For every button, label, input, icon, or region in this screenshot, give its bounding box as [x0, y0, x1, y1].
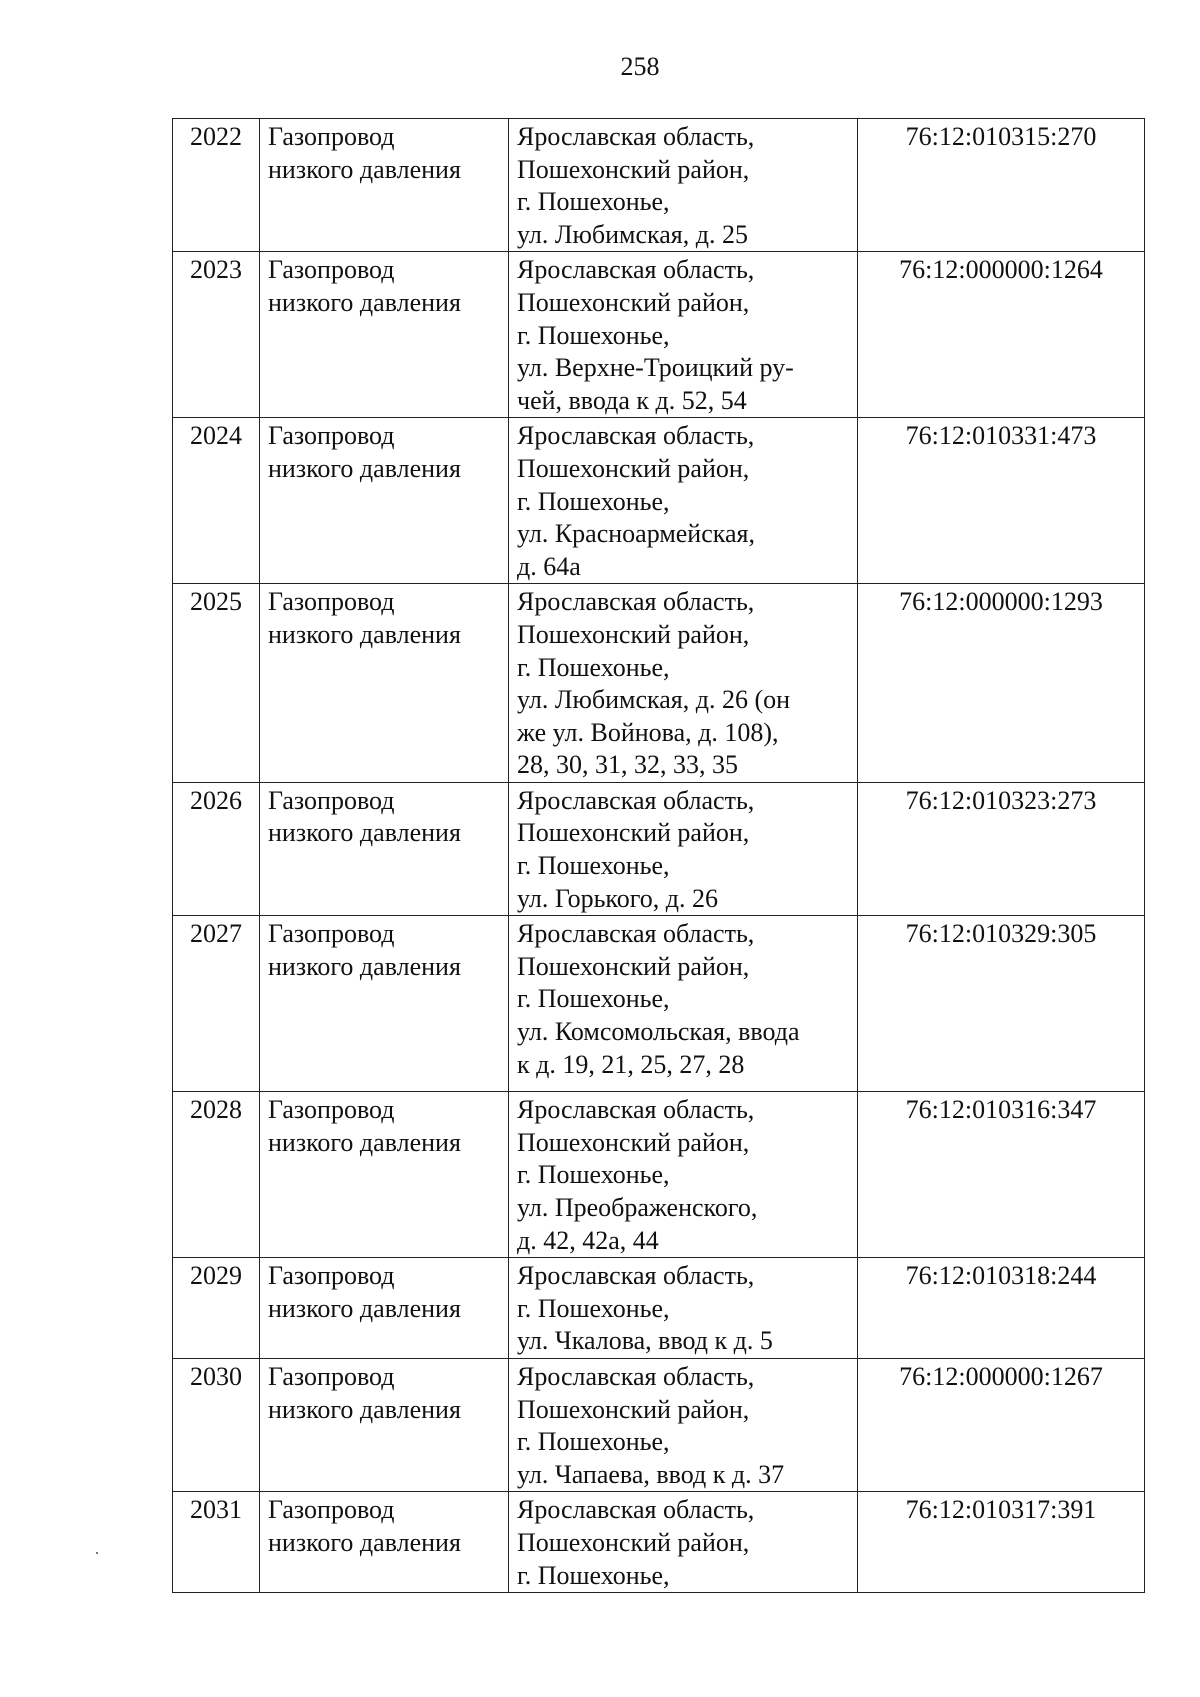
address-line: ул. Верхне-Троицкий ру-: [517, 353, 794, 383]
address-line: г. Пошехонье,: [517, 1560, 670, 1590]
address-line: г. Пошехонье,: [517, 486, 670, 516]
cadastral-number-cell: 76:12:000000:1264: [858, 252, 1145, 418]
address-line: Пошехонский район,: [517, 619, 750, 649]
object-name-line: низкого давления: [268, 453, 461, 483]
table-row: [173, 782, 1145, 915]
address-cell: [509, 1258, 858, 1359]
row-number-cell: 2030: [173, 1359, 260, 1492]
registry-table-body: [173, 119, 1145, 1593]
address-line: г. Пошехонье,: [517, 851, 670, 881]
address-line: ул. Преображенского,: [517, 1193, 758, 1223]
address-line: Пошехонский район,: [517, 1527, 750, 1557]
row-number-cell: 2028: [173, 1092, 260, 1258]
object-name-line: низкого давления: [268, 951, 461, 981]
address-line: же ул. Войнова, д. 108),: [517, 717, 779, 747]
address-line: г. Пошехонье,: [517, 187, 670, 217]
object-name-line: низкого давления: [268, 619, 461, 649]
cadastral-number-cell: 76:12:010331:473: [858, 418, 1145, 584]
table-row: [173, 916, 1145, 1092]
object-name-line: Газопровод: [268, 587, 395, 617]
object-name-line: низкого давления: [268, 287, 461, 317]
address-line: Пошехонский район,: [517, 951, 750, 981]
gas-pipeline-registry-table: [172, 118, 1145, 1593]
address-line: г. Пошехонье,: [517, 1293, 670, 1323]
table-row: [173, 418, 1145, 584]
cadastral-number-cell: 76:12:000000:1267: [858, 1359, 1145, 1492]
cadastral-number-cell: 76:12:010318:244: [858, 1258, 1145, 1359]
object-name-line: низкого давления: [268, 818, 461, 848]
object-name-cell: [260, 782, 509, 915]
object-name-cell: [260, 252, 509, 418]
row-number-cell: 2026: [173, 782, 260, 915]
address-line: Ярославская область,: [517, 1095, 755, 1125]
address-line: Ярославская область,: [517, 1495, 755, 1525]
address-line: Ярославская область,: [517, 785, 755, 815]
address-line: ул. Красноармейская,: [517, 519, 755, 549]
table-row: [173, 1258, 1145, 1359]
address-line: Пошехонский район,: [517, 154, 750, 184]
object-name-line: низкого давления: [268, 1394, 461, 1424]
address-cell: [509, 119, 858, 252]
object-name-cell: [260, 584, 509, 783]
address-cell: [509, 1092, 858, 1258]
object-name-cell: [260, 1359, 509, 1492]
cadastral-number-cell: 76:12:000000:1293: [858, 584, 1145, 783]
address-line: ул. Чапаева, ввод к д. 37: [517, 1459, 785, 1489]
address-line: Пошехонский район,: [517, 1127, 750, 1157]
address-cell: [509, 782, 858, 915]
address-line: д. 64а: [517, 551, 581, 581]
address-line: ул. Любимская, д. 26 (он: [517, 685, 791, 715]
object-name-line: низкого давления: [268, 154, 461, 184]
object-name-line: Газопровод: [268, 1362, 395, 1391]
cadastral-number-cell: 76:12:010315:270: [858, 119, 1145, 252]
object-name-line: Газопровод: [268, 255, 395, 285]
row-number-cell: 2024: [173, 418, 260, 584]
scan-speck: [96, 1552, 98, 1554]
row-number-cell: 2029: [173, 1258, 260, 1359]
address-line: г. Пошехонье,: [517, 652, 670, 682]
address-cell: [509, 584, 858, 783]
row-number-cell: 2031: [173, 1492, 260, 1593]
table-row: [173, 252, 1145, 418]
row-number-cell: 2027: [173, 916, 260, 1092]
cadastral-number-cell: 76:12:010316:347: [858, 1092, 1145, 1258]
object-name-line: Газопровод: [268, 122, 395, 151]
address-line: Ярославская область,: [517, 122, 755, 151]
row-number-cell: 2025: [173, 584, 260, 783]
address-line: Ярославская область,: [517, 587, 755, 617]
address-line: д. 42, 42а, 44: [517, 1225, 659, 1255]
object-name-line: низкого давления: [268, 1127, 461, 1157]
address-line: 28, 30, 31, 32, 33, 35: [517, 750, 738, 780]
object-name-cell: [260, 1258, 509, 1359]
address-line: г. Пошехонье,: [517, 984, 670, 1014]
address-line: Пошехонский район,: [517, 453, 750, 483]
object-name-line: Газопровод: [268, 1095, 395, 1125]
object-name-cell: [260, 1492, 509, 1593]
object-name-line: низкого давления: [268, 1293, 461, 1323]
object-name-line: Газопровод: [268, 1261, 395, 1291]
row-number-cell: 2022: [173, 119, 260, 252]
address-line: ул. Горького, д. 26: [517, 883, 718, 913]
address-cell: [509, 1492, 858, 1593]
table-row: [173, 1492, 1145, 1593]
address-line: г. Пошехонье,: [517, 320, 670, 350]
object-name-cell: [260, 1092, 509, 1258]
address-line: Пошехонский район,: [517, 818, 750, 848]
address-line: Ярославская область,: [517, 1362, 755, 1391]
table-row: [173, 1092, 1145, 1258]
address-line: г. Пошехонье,: [517, 1427, 670, 1457]
object-name-line: Газопровод: [268, 919, 395, 949]
address-line: ул. Комсомольская, ввода: [517, 1017, 800, 1047]
object-name-cell: [260, 916, 509, 1092]
address-line: к д. 19, 21, 25, 27, 28: [517, 1049, 745, 1079]
object-name-line: низкого давления: [268, 1527, 461, 1557]
row-number-cell: 2023: [173, 252, 260, 418]
address-line: Ярославская область,: [517, 1261, 755, 1291]
address-line: ул. Любимская, д. 25: [517, 219, 748, 249]
address-line: чей, ввода к д. 52, 54: [517, 385, 747, 415]
address-line: Пошехонский район,: [517, 287, 750, 317]
address-line: Ярославская область,: [517, 255, 755, 285]
object-name-line: Газопровод: [268, 785, 395, 815]
address-line: Пошехонский район,: [517, 1394, 750, 1424]
address-cell: [509, 252, 858, 418]
cadastral-number-cell: 76:12:010329:305: [858, 916, 1145, 1092]
table-row: [173, 1359, 1145, 1492]
address-cell: [509, 418, 858, 584]
table-row: [173, 584, 1145, 783]
address-cell: [509, 1359, 858, 1492]
object-name-line: Газопровод: [268, 421, 395, 451]
cadastral-number-cell: 76:12:010317:391: [858, 1492, 1145, 1593]
cadastral-number-cell: 76:12:010323:273: [858, 782, 1145, 915]
address-line: Ярославская область,: [517, 919, 755, 949]
table-row: [173, 119, 1145, 252]
object-name-cell: [260, 119, 509, 252]
object-name-cell: [260, 418, 509, 584]
address-line: г. Пошехонье,: [517, 1160, 670, 1190]
address-line: ул. Чкалова, ввод к д. 5: [517, 1326, 773, 1356]
object-name-line: Газопровод: [268, 1495, 395, 1525]
page-number: 258: [620, 52, 660, 81]
address-cell: [509, 916, 858, 1092]
address-line: Ярославская область,: [517, 421, 755, 451]
